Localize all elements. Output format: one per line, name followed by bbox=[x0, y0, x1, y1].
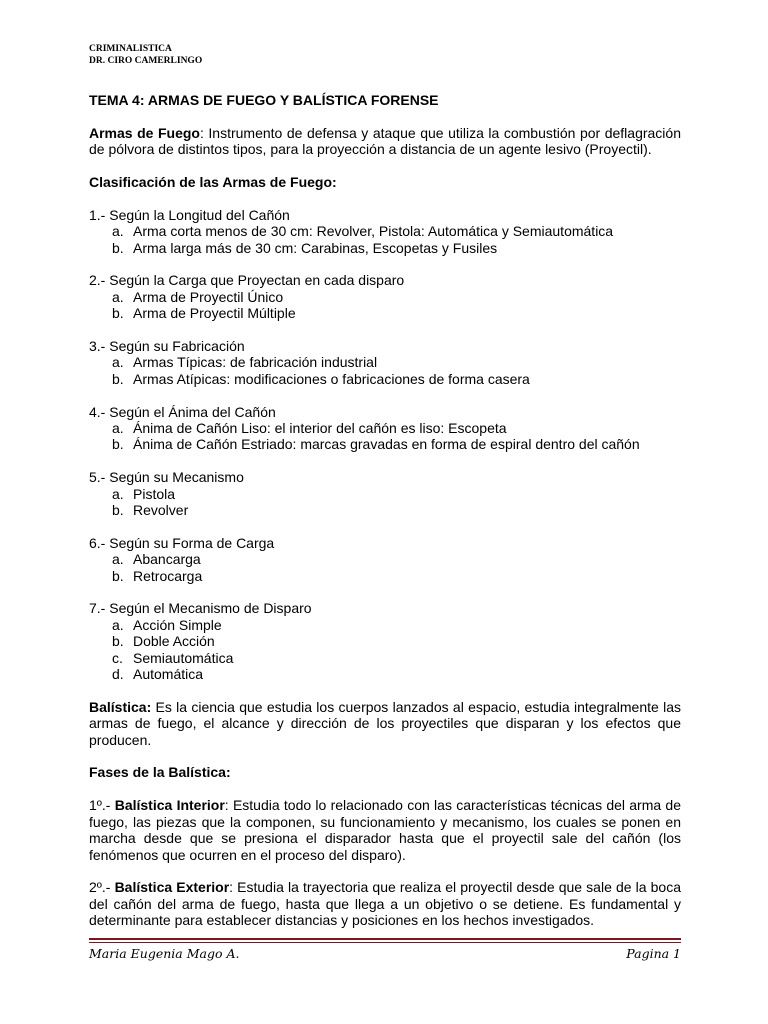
list-item-marker: b. bbox=[112, 370, 124, 387]
list-item-marker: b. bbox=[112, 239, 124, 256]
document-header bbox=[89, 44, 202, 67]
list-item-text: Arma de Proyectil Único bbox=[133, 288, 284, 305]
definition-text: : Instrumento de defensa y ataque que utiliza la combustión por deflagración de pólvora de distintos tipos, para la proyección a distancia de un agente lesivo (Proyectil). bbox=[89, 124, 681, 158]
classification-items bbox=[89, 617, 681, 683]
list-item bbox=[89, 420, 681, 436]
classification-heading-item: 2.- Según la Carga que Proyectan en cada disparo bbox=[89, 272, 405, 289]
list-item bbox=[89, 486, 681, 502]
header-professor: DR. CIRO CAMERLINGO bbox=[89, 55, 203, 66]
balistica-term: Balística: bbox=[89, 698, 152, 715]
phase-prefix: 2º.- bbox=[89, 879, 115, 896]
list-item-marker: a. bbox=[112, 485, 124, 502]
phases-heading: Fases de la Balística: bbox=[89, 764, 231, 781]
phase-paragraph bbox=[89, 797, 681, 863]
classification-items bbox=[89, 486, 681, 519]
footer-rule bbox=[89, 938, 681, 943]
list-item-text: Armas Típicas: de fabricación industrial bbox=[133, 354, 378, 371]
phase-text: : Estudia todo lo relacionado con las características técnicas del arma de fuego, las piezas que la componen, su funcionamiento y mecanismo, los cuales se ponen en marcha desde que se presiona el disparador hasta que el proyectil sale del cañón (los fenómenos que ocurren en el proceso del disparo). bbox=[89, 797, 681, 863]
list-item bbox=[89, 305, 681, 321]
list-item-marker: a. bbox=[112, 420, 124, 437]
classification-heading: Clasificación de las Armas de Fuego: bbox=[89, 174, 337, 190]
classification-section bbox=[89, 272, 681, 321]
list-item-text: Arma corta menos de 30 cm: Revolver, Pistola: Automática y Semiautomática bbox=[133, 223, 614, 240]
list-item-text: Pistola bbox=[133, 485, 176, 502]
classification-section bbox=[89, 338, 681, 387]
list-item-marker: d. bbox=[112, 666, 124, 683]
classification-section bbox=[89, 404, 681, 453]
classification-items bbox=[89, 223, 681, 256]
phase-text: : Estudia la trayectoria que realiza el proyectil desde que sale de la boca del cañón del arma de fuego, hasta que llega a un objetivo o se detiene. Es fundamental y determinante para establecer distancias y posiciones en los hechos investigados. bbox=[89, 879, 682, 929]
classification-heading-item: 1.- Según la Longitud del Cañón bbox=[89, 206, 290, 223]
list-item bbox=[89, 666, 681, 682]
classification-section bbox=[89, 535, 681, 584]
list-item-marker: a. bbox=[112, 223, 124, 240]
definition-paragraph bbox=[89, 125, 681, 158]
list-item bbox=[89, 371, 681, 387]
classification-list bbox=[89, 207, 681, 683]
phase-prefix: 1º.- bbox=[89, 797, 115, 814]
balistica-text: Es la ciencia que estudia los cuerpos lanzados al espacio, estudia integralmente las armas de fuego, el alcance y dirección de los proyectiles que disparan y los efectos que producen. bbox=[89, 698, 681, 748]
footer-rule-thin bbox=[89, 942, 681, 943]
list-item-text: Ánima de Cañón Liso: el interior del cañón es liso: Escopeta bbox=[133, 420, 507, 437]
list-item-marker: b. bbox=[112, 436, 124, 453]
list-item-text: Arma de Proyectil Múltiple bbox=[133, 305, 296, 322]
list-item-marker: a. bbox=[112, 616, 124, 633]
definition-term: Armas de Fuego bbox=[89, 124, 200, 141]
classification-items bbox=[89, 420, 681, 453]
footer-author: Maria Eugenia Mago A. bbox=[89, 946, 240, 961]
list-item-marker: b. bbox=[112, 567, 124, 584]
classification-heading-item: 5.- Según su Mecanismo bbox=[89, 469, 244, 486]
classification-heading-item: 7.- Según el Mecanismo de Disparo bbox=[89, 600, 312, 617]
phase-term: Balística Exterior bbox=[114, 879, 230, 896]
list-item-text: Arma larga más de 30 cm: Carabinas, Escopetas y Fusiles bbox=[133, 239, 498, 256]
balistica-paragraph bbox=[89, 699, 681, 748]
list-item-marker: b. bbox=[112, 633, 124, 650]
page-footer bbox=[89, 946, 681, 961]
document-title: TEMA 4: ARMAS DE FUEGO Y BALÍSTICA FORENSE bbox=[89, 92, 439, 108]
list-item-text: Armas Atípicas: modificaciones o fabricaciones de forma casera bbox=[133, 370, 530, 387]
footer-rule-thick bbox=[89, 938, 681, 940]
document-body bbox=[89, 92, 681, 945]
list-item bbox=[89, 240, 681, 256]
list-item bbox=[89, 551, 681, 567]
list-item-text: Ánima de Cañón Estriado: marcas gravadas en forma de espiral dentro del cañón bbox=[133, 436, 640, 453]
classification-items bbox=[89, 354, 681, 387]
list-item-text: Acción Simple bbox=[133, 616, 222, 633]
classification-section bbox=[89, 207, 681, 256]
header-course: CRIMINALISTICA bbox=[89, 44, 172, 54]
list-item-marker: a. bbox=[112, 551, 124, 568]
classification-heading-item: 3.- Según su Fabricación bbox=[89, 338, 245, 355]
classification-section bbox=[89, 469, 681, 518]
list-item bbox=[89, 568, 681, 584]
footer-page-number: Pagina 1 bbox=[626, 946, 681, 961]
list-item-text: Retrocarga bbox=[133, 567, 203, 584]
list-item bbox=[89, 502, 681, 518]
classification-items bbox=[89, 289, 681, 322]
list-item bbox=[89, 223, 681, 239]
list-item-marker: c. bbox=[112, 649, 123, 666]
list-item bbox=[89, 617, 681, 633]
list-item-text: Doble Acción bbox=[133, 633, 215, 650]
list-item-text: Abancarga bbox=[133, 551, 201, 568]
list-item-text: Revolver bbox=[133, 502, 189, 519]
list-item bbox=[89, 436, 681, 452]
list-item-text: Semiautomática bbox=[133, 649, 234, 666]
classification-items bbox=[89, 551, 681, 584]
classification-heading-item: 6.- Según su Forma de Carga bbox=[89, 534, 275, 551]
classification-section bbox=[89, 600, 681, 682]
list-item-marker: b. bbox=[112, 502, 124, 519]
list-item-marker: a. bbox=[112, 288, 124, 305]
list-item bbox=[89, 354, 681, 370]
phase-term: Balística Interior bbox=[114, 797, 225, 814]
classification-heading-item: 4.- Según el Ánima del Cañón bbox=[89, 403, 276, 420]
list-item-text: Automática bbox=[133, 666, 204, 683]
phase-paragraph bbox=[89, 879, 681, 928]
list-item-marker: a. bbox=[112, 354, 124, 371]
list-item bbox=[89, 633, 681, 649]
list-item-marker: b. bbox=[112, 305, 124, 322]
list-item bbox=[89, 650, 681, 666]
list-item bbox=[89, 289, 681, 305]
